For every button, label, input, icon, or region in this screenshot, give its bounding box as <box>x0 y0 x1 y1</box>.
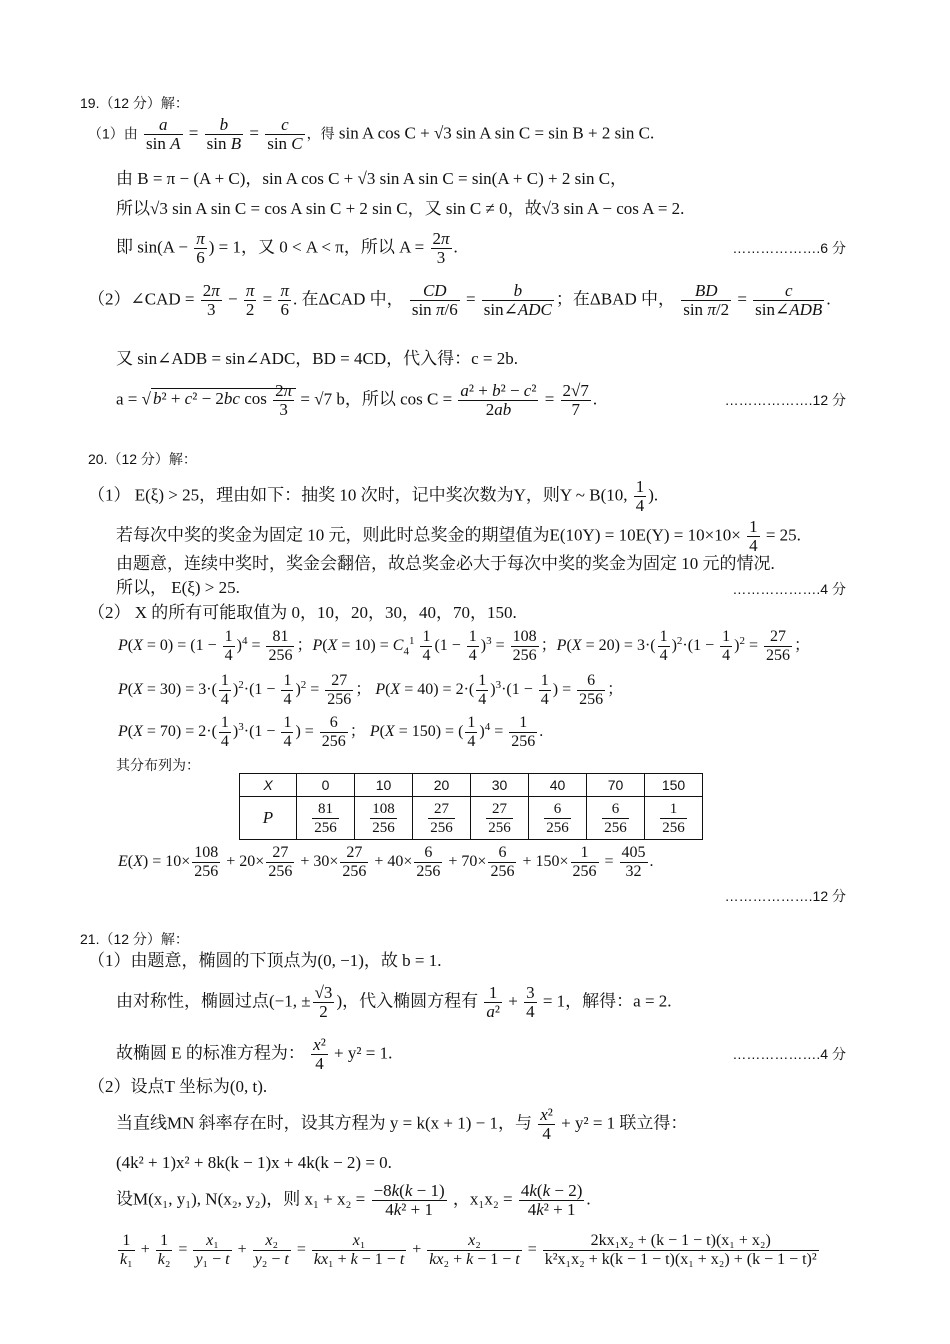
q20-line-1: （1） E(ξ) > 25，理由如下：抽奖 10 次时，记中奖次数为Y，则Y ~ B(10, $\frac{1}{4}$ ). <box>88 477 659 515</box>
q21-line-2: 由对称性，椭圆过点(−1, ± $\frac{√3}{2}$ )，代入椭圆方程有 $\frac{1}{\text{a²}}$ + $\frac{3}{4}$ = 1，解得：a = 2. <box>116 983 672 1021</box>
table-p-value: $\frac{6}{256}$ <box>587 797 645 840</box>
q21-score-part1: ……………….4 分 <box>732 1046 846 1062</box>
q21-line-8: $\frac{1}{\text{k₁}}$ + $\frac{1}{\text{k₂}}$ = $\frac{\text{x₁}}{\text{y₁ − t}}$ + $\frac{\text{x₂}}{\text{y₂ − t}}$ = $\frac{\text{x₁}}{\text{kx₁ + k − 1 − t}}$ + $\frac{\text{x₂}}{\text{kx₂ + k − 1 − t}}$ = $\frac{\text{2kx₁x₂ + (k − 1 − t)(x₁ + x₂)}}{\text{k²x₁x₂ + k(k − 1 − t)(x₁ + x₂) + (k − 1 − t)²}}$ <box>120 1232 817 1268</box>
q19-part2-line: （2）∠CAD = $\frac{2\pi}{3}$ − $\frac{\pi}{2}$ = $\frac{\pi}{6}$ . 在ΔCAD 中， $\frac{CD}{\text{sin π/6}}$ = b sin∠ADC ；在ΔBAD 中， $\frac{BD}{\text{sin π/2}}$ = c sin∠ADB . <box>88 281 831 319</box>
q20-heading: 20.（12 分）解： <box>88 451 197 467</box>
q20-prob-line-3: P(X = 70) = 2·( $\frac{1}{4}$ )$^3$·(1 − $\frac{1}{4}$ ) = $\frac{6}{256}$ ； P(X = 150) = ( $\frac{1}{4}$ )$^4$ = $\frac{1}{256}$ . <box>118 714 544 750</box>
table-x-value: 30 <box>471 774 529 797</box>
q20-prob-line-2: P(X = 30) = 3·( $\frac{1}{4}$ )$^2$·(1 − $\frac{1}{4}$ )$^2$ = $\frac{27}{256}$ ； P(X = 40) = 2·( $\frac{1}{4}$ )$^3$·(1 − $\frac{1}{4}$ ) = $\frac{6}{256}$ ； <box>118 672 624 708</box>
distribution-table <box>239 773 703 840</box>
q20-expectation: E(X) = 10× $\frac{108}{256}$ + 20× $\frac{27}{256}$ + 30× $\frac{27}{256}$ + 40× $\frac{6}{256}$ + 70× $\frac{6}{256}$ + 150× $\frac{1}{256}$ = $\frac{405}{32}$ . <box>118 844 654 880</box>
q21-line-6: (4k² + 1)x² + 8k(k − 1)x + 4k(k − 2) = 0. <box>116 1153 392 1172</box>
q20-line-5: （2） X 的所有可能取值为 0，10，20，30，40，70，150. <box>88 603 517 622</box>
q21-line-7: 设M(x₁, y₁), N(x₂, y₂)，则 x₁ + x₂ = $\frac{-8k(k - 1)}{\text{4k² + 1}}$ ，x₁x₂ = $\frac{4k(k - 2)}{\text{4k² + 1}}$ . <box>116 1181 591 1219</box>
q20-line-4: 所以， E(ξ) > 25. <box>116 578 240 597</box>
q19-line-4: 即 sin(A − $\frac{\pi}{6}$ ) = 1，又 0 < A < π，所以 A = $\frac{2\pi}{3}$ . <box>116 229 458 267</box>
q20-score-part1: ……………….4 分 <box>732 581 846 597</box>
table-header-p: P <box>240 797 297 840</box>
q19-line-3: 所以√3 sin A sin C = cos A sin C + 2 sin C，又 sin C ≠ 0，故√3 sin A − cos A = 2. <box>116 199 685 218</box>
table-header-x: X <box>240 774 297 797</box>
q21-line-5: 当直线MN 斜率存在时，设其方程为 y = k(x + 1) − 1，与 $\frac{\text{x²}}{4}$ + y² = 1 联立得： <box>116 1105 688 1143</box>
table-x-value: 10 <box>355 774 413 797</box>
q21-line-4: （2）设点T 坐标为(0, t). <box>88 1077 268 1096</box>
table-p-value: $\frac{1}{256}$ <box>645 797 703 840</box>
table-p-value: $\frac{6}{256}$ <box>529 797 587 840</box>
table-x-value: 70 <box>587 774 645 797</box>
table-x-value: 0 <box>297 774 355 797</box>
q19-line-2: 由 B = π − (A + C)，sin A cos C + √3 sin A sin C = sin(A + C) + 2 sin C， <box>116 169 628 188</box>
q20-line-3: 由题意，连续中奖时，奖金会翻倍，故总奖金必大于每次中奖的奖金为固定 10 元的情况. <box>116 554 775 573</box>
table-x-value: 20 <box>413 774 471 797</box>
table-p-value: $\frac{81}{256}$ <box>297 797 355 840</box>
q19-line-7: a = √ b² + c² − 2bc cos $\frac{2\pi}{3}$ = √7 b，所以 cos C = $\frac{\text{a² + b² − c²}}{2ab}$ = $\frac{2√7}{7}$ . <box>116 381 598 419</box>
table-p-value: $\frac{27}{256}$ <box>471 797 529 840</box>
q20-dist-title: 其分布列为： <box>116 757 200 773</box>
q20-line-2: 若每次中奖的奖金为固定 10 元，则此时总奖金的期望值为E(10Y) = 10E(Y) = 10×10× $\frac{1}{4}$ = 25. <box>116 517 801 555</box>
q21-line-1: （1）由题意，椭圆的下顶点为(0, −1)，故 b = 1. <box>88 951 442 970</box>
q20-score-part2: ……………….12 分 <box>724 888 846 904</box>
q20-prob-line-1: P(X = 0) = (1 − $\frac{1}{4}$ )$^4$ = $\frac{81}{256}$ ；$P(X = 10) = C_4^1$ $\frac{1}{4}$ (1 − $\frac{1}{4}$ )$^3$ = $\frac{108}{256}$ ；P(X = 20) = 3·( $\frac{1}{4}$ )$^2$·(1 − $\frac{1}{4}$ )$^2$ = $\frac{27}{256}$ ； <box>118 628 810 664</box>
table-p-value: $\frac{108}{256}$ <box>355 797 413 840</box>
q19-score-part2: ……………….12 分 <box>724 392 846 408</box>
q21-line-3: 故椭圆 E 的标准方程为： $\frac{\text{x²}}{4}$ + y² = 1. <box>116 1035 393 1073</box>
table-p-value: $\frac{27}{256}$ <box>413 797 471 840</box>
q19-score-part1: ……………….6 分 <box>732 240 846 256</box>
q21-heading: 21.（12 分）解： <box>80 931 189 947</box>
q19-line-6: 又 sin∠ADB = sin∠ADC，BD = 4CD，代入得：c = 2b. <box>116 349 518 368</box>
table-x-value: 40 <box>529 774 587 797</box>
q19-line-1: （1）由 $\frac{a}{\text{sin A}}$ = $\frac{b}{\text{sin B}}$ = $\frac{c}{\text{sin C}}$ ，得 sin A cos C + √3 sin A sin C = sin B + 2 sin C. <box>88 115 655 153</box>
q19-heading: 19.（12 分）解： <box>80 95 189 111</box>
table-x-value: 150 <box>645 774 703 797</box>
